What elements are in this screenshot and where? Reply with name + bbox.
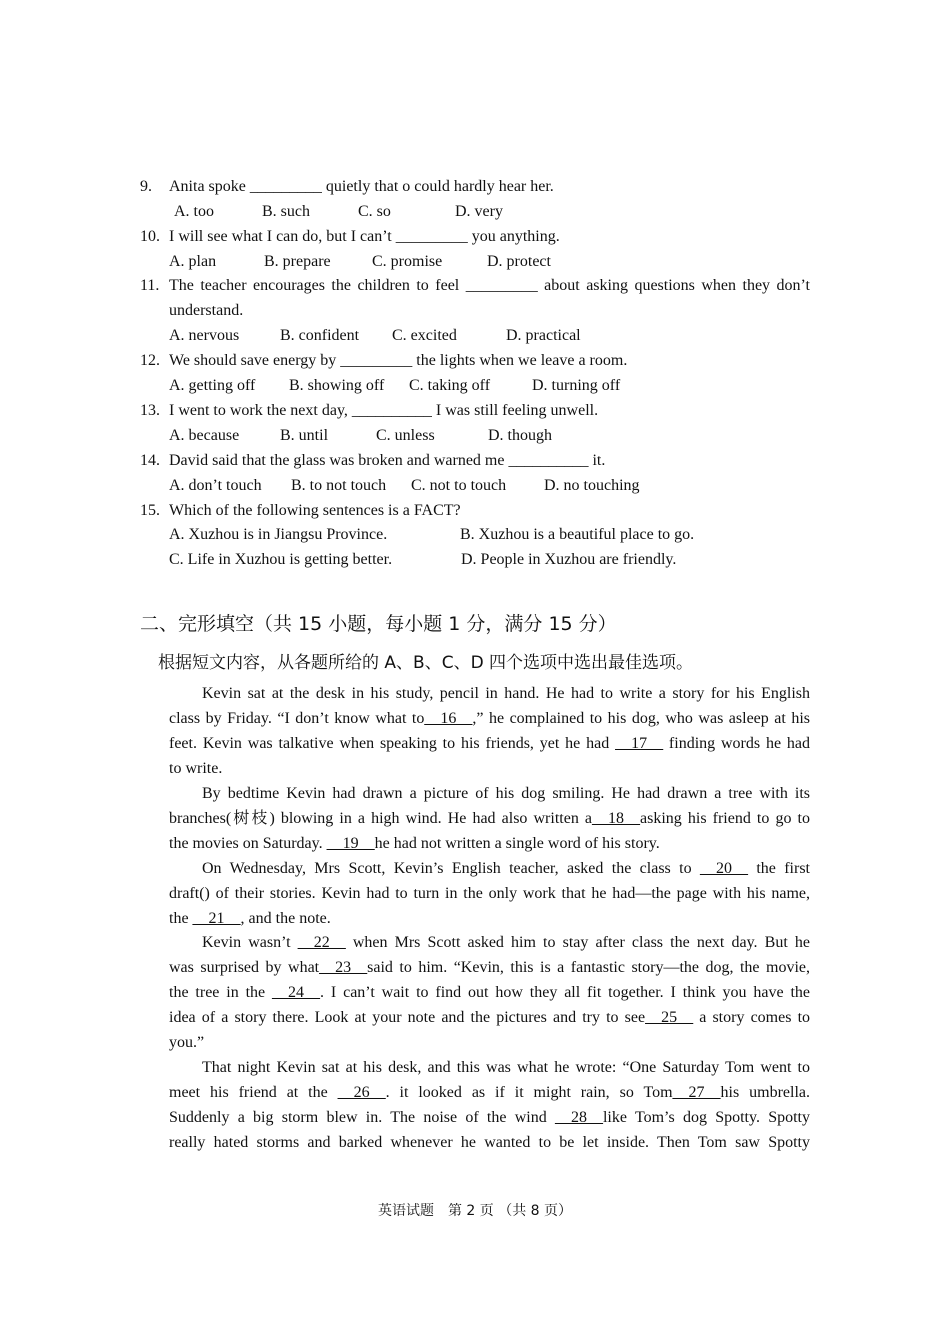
option-d: D. turning off	[532, 377, 621, 394]
blank-28: __28__	[554, 1109, 603, 1126]
passage-line: the tree in the __24__. I can’t wait to find out how they all fit together. I think you have the	[169, 984, 811, 1001]
passage-line: was surprised by what__23__said to him. “Kevin, this is a fantastic story—the dog, the movie,	[169, 959, 811, 976]
passage-line: meet his friend at the __26__. it looked as if it might rain, so Tom__27__his umbrella.	[169, 1084, 810, 1101]
question-number: 11.	[140, 277, 160, 294]
option-b: B. to not touch	[291, 477, 387, 494]
question-stem: We should save energy by _________ the lights when we leave a room.	[169, 352, 628, 369]
option-d: D. protect	[487, 253, 551, 270]
passage-paragraph-3	[169, 856, 810, 931]
option-d: D. practical	[506, 327, 581, 344]
question-number: 10.	[140, 228, 160, 245]
question-number: 14.	[140, 452, 160, 469]
option-d: D. though	[488, 427, 552, 444]
blank-27: __27__	[672, 1084, 721, 1101]
passage-paragraph-4	[169, 930, 810, 1055]
question-number: 15.	[140, 502, 160, 519]
blank-24: __24__	[272, 984, 321, 1001]
section-instruction: 根据短文内容，从各题所给的 A、B、C、D 四个选项中选出最佳选项。	[158, 653, 694, 673]
option-b: B. Xuzhou is a beautiful place to go.	[460, 526, 695, 543]
passage-line: By bedtime Kevin had drawn a picture of his dog smiling. He had drawn a tree with its	[202, 785, 810, 802]
option-c: C. so	[358, 203, 391, 220]
passage-line: to write.	[169, 760, 223, 777]
option-b: B. showing off	[289, 377, 385, 394]
question-number: 12.	[140, 352, 160, 369]
option-a: A. plan	[169, 253, 217, 270]
option-b: B. such	[262, 203, 310, 220]
section-title: 二、完形填空（共 15 小题，每小题 1 分，满分 15 分）	[140, 613, 617, 635]
option-a: A. don’t touch	[169, 477, 262, 494]
question-stem-continued: understand.	[169, 302, 244, 319]
question-number: 13.	[140, 402, 160, 419]
passage-line: branches(树枝) blowing in a high wind. He had also written a__18__asking his friend to go to	[169, 810, 810, 827]
option-a: A. too	[174, 203, 214, 220]
blank-18: __18__	[592, 810, 641, 827]
option-c: C. promise	[372, 253, 443, 270]
blank-20: __20__	[699, 860, 748, 877]
passage-line: you.”	[169, 1034, 205, 1051]
passage-line: Suddenly a big storm blew in. The noise of the wind __28__like Tom’s dog Spotty. Spotty	[169, 1109, 811, 1126]
passage-line: Kevin sat at the desk in his study, pencil in hand. He had to write a story for his English	[202, 685, 810, 702]
blank-19: __19__	[326, 835, 375, 852]
question-stem: The teacher encourages the children to feel _________ about asking questions when they don’t	[169, 277, 810, 294]
passage-line: draft() of their stories. Kevin had to turn in the only work that he had—the page with his name,	[169, 885, 810, 902]
passage-line: the __21__, and the note.	[169, 910, 331, 927]
option-a: A. Xuzhou is in Jiangsu Province.	[169, 526, 388, 543]
option-c: C. not to touch	[411, 477, 507, 494]
option-a: A. getting off	[169, 377, 256, 394]
passage-line: the movies on Saturday. __19__he had not written a single word of his story.	[169, 835, 660, 852]
blank-17: __17__	[615, 735, 664, 752]
option-a: A. nervous	[169, 327, 240, 344]
passage-line: That night Kevin sat at his desk, and this was what he wrote: “One Saturday Tom went to	[202, 1059, 810, 1076]
question-stem: I went to work the next day, __________ I was still feeling unwell.	[169, 402, 599, 419]
passage-line: class by Friday. “I don’t know what to__16__,” he complained to his dog, who was asleep at his	[169, 710, 810, 727]
passage-line: Kevin wasn’t __22__ when Mrs Scott asked him to stay after class the next day. But he	[202, 934, 810, 951]
option-b: B. until	[280, 427, 329, 444]
option-b: B. prepare	[264, 253, 331, 270]
blank-23: __23__	[319, 959, 368, 976]
question-stem: Anita spoke _________ quietly that o could hardly hear her.	[169, 178, 554, 195]
option-c: C. unless	[376, 427, 435, 444]
passage-line: idea of a story there. Look at your note and the pictures and try to see__25__ a story comes to	[169, 1009, 811, 1026]
option-d: D. no touching	[544, 477, 640, 494]
blank-22: __22__	[297, 934, 346, 951]
question-stem: David said that the glass was broken and warned me __________ it.	[169, 452, 606, 469]
page-footer: 英语试题 第 2 页 （共 8 页）	[377, 1203, 573, 1219]
blank-25: __25__	[645, 1009, 694, 1026]
passage-line: On Wednesday, Mrs Scott, Kevin’s English teacher, asked the class to __20__ the first	[202, 860, 810, 877]
passage-line: really hated storms and barked whenever he wanted to be let inside. Then Tom saw Spotty	[169, 1134, 810, 1151]
blank-21: __21__	[192, 910, 241, 927]
question-stem: Which of the following sentences is a FACT?	[169, 502, 461, 519]
question-number: 9.	[140, 178, 152, 195]
option-c: C. Life in Xuzhou is getting better.	[169, 551, 393, 568]
blank-16: __16__	[424, 710, 473, 727]
option-a: A. because	[169, 427, 240, 444]
passage-paragraph-2	[169, 781, 810, 856]
question-stem: I will see what I can do, but I can’t _________ you anything.	[169, 228, 560, 245]
passage-paragraph-5	[169, 1055, 810, 1155]
passage-paragraph-1	[169, 681, 810, 781]
option-c: C. taking off	[409, 377, 491, 394]
option-c: C. excited	[392, 327, 457, 344]
blank-26: __26__	[337, 1084, 386, 1101]
option-b: B. confident	[280, 327, 360, 344]
option-d: D. People in Xuzhou are friendly.	[461, 551, 677, 568]
option-d: D. very	[455, 203, 503, 220]
passage-line: feet. Kevin was talkative when speaking to his friends, yet he had __17__ finding words he had	[169, 735, 811, 752]
